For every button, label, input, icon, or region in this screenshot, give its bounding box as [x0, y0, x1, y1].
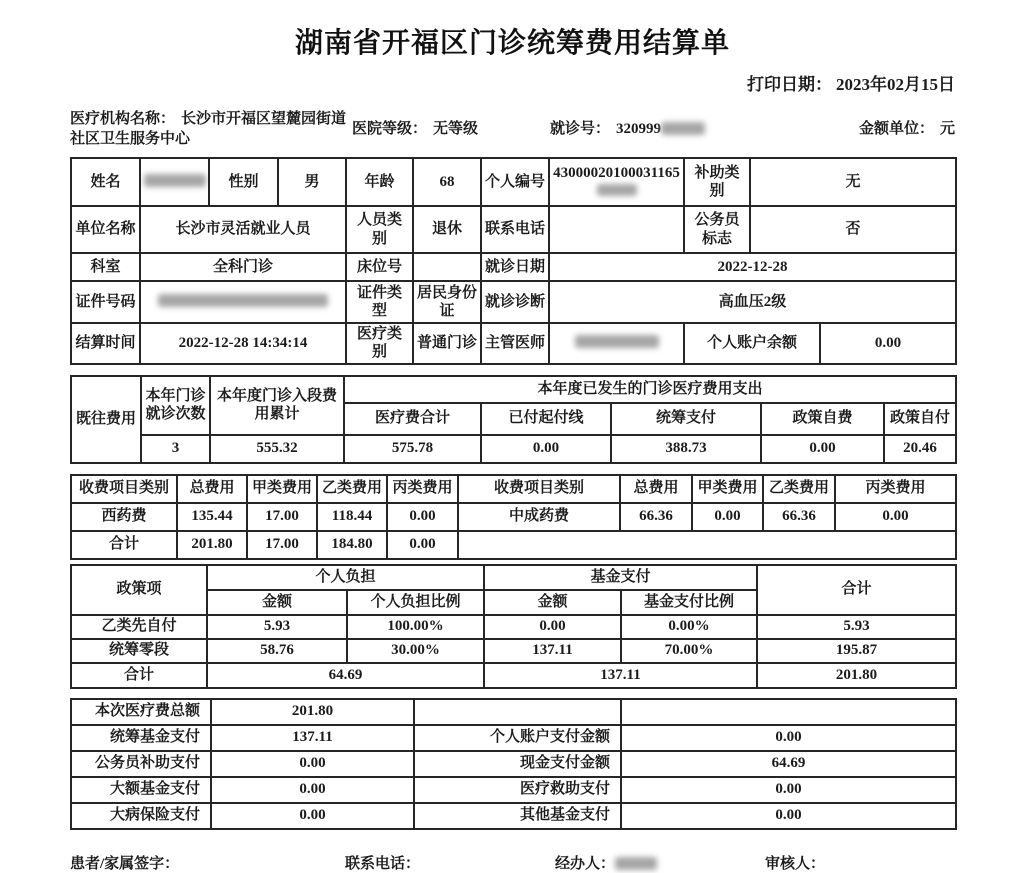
history-spend-header: 本年度已发生的门诊医疗费用支出	[344, 376, 956, 403]
table-row	[71, 615, 956, 639]
personal-id-redacted	[597, 184, 637, 196]
summary-label: 其他基金支付	[414, 803, 621, 829]
table-row	[71, 751, 956, 777]
table-row	[71, 639, 956, 663]
history-col-header: 统筹支付	[611, 403, 761, 435]
visit-no-label: 就诊号：	[550, 121, 611, 137]
policy-cell: 137.11	[484, 639, 621, 663]
charges-total-cell: 184.80	[317, 531, 387, 559]
employer-value: 长沙市灵活就业人员	[140, 206, 346, 253]
phone-value	[549, 206, 684, 253]
visit-no-redacted	[661, 122, 705, 135]
page-title: 湖南省开福区门诊统筹费用结算单	[294, 28, 730, 59]
summary-value: 64.69	[621, 751, 956, 777]
summary-value: 0.00	[621, 725, 956, 751]
hospital-level-field	[352, 119, 550, 139]
medical-type-label: 医疗类别	[346, 323, 413, 364]
charges-cell: 66.36	[620, 503, 692, 531]
charges-header: 甲类费用	[692, 475, 763, 503]
policy-cell: 5.93	[757, 615, 956, 639]
policy-total-value: 201.80	[757, 663, 956, 688]
name-value	[140, 158, 209, 206]
operator-label: 经办人：	[555, 855, 616, 872]
history-value: 0.00	[481, 435, 611, 463]
personal-id-number: 43000020100031165	[553, 164, 680, 181]
policy-cell: 70.00%	[621, 639, 757, 663]
patient-sign-field: 患者/家属签字：	[70, 855, 180, 872]
institution-field	[70, 109, 352, 149]
table-row	[71, 475, 956, 503]
dept-value: 全科门诊	[140, 253, 346, 281]
policy-cell: 5.93	[207, 615, 347, 639]
history-value: 575.78	[344, 435, 481, 463]
cert-type-value: 居民身份证	[413, 281, 481, 323]
amount-unit-label: 金额单位：	[858, 121, 934, 137]
table-row	[71, 803, 956, 829]
charges-header: 总费用	[177, 475, 247, 503]
operator-field	[555, 852, 765, 873]
table-row	[71, 725, 956, 751]
hospital-level-value: 无等级	[433, 121, 479, 137]
person-type-label: 人员类别	[346, 206, 413, 253]
table-row	[71, 253, 956, 281]
history-expense-table	[70, 375, 957, 464]
policy-cell: 30.00%	[347, 639, 484, 663]
person-type-value: 退休	[413, 206, 481, 253]
doctor-redacted	[575, 335, 659, 348]
charges-cell: 西药费	[71, 503, 177, 531]
summary-table	[70, 698, 957, 830]
policy-sub-header: 基金支付比例	[621, 590, 757, 615]
age-label: 年龄	[346, 158, 413, 206]
policy-sub-header: 金额	[207, 590, 347, 615]
table-row	[71, 281, 956, 323]
medical-type-value: 普通门诊	[413, 323, 481, 364]
diagnosis-value: 高血压2级	[549, 281, 956, 323]
balance-label: 个人账户余额	[684, 323, 820, 364]
age-value: 68	[413, 158, 481, 206]
charges-cell: 118.44	[317, 503, 387, 531]
summary-value: 0.00	[211, 777, 414, 803]
charges-header: 收费项目类别	[71, 475, 177, 503]
amount-unit-field	[859, 119, 955, 139]
print-date-line	[70, 70, 955, 95]
policy-total-fund: 137.11	[484, 663, 757, 688]
summary-label: 个人账户支付金额	[414, 725, 621, 751]
history-visits-header: 本年门诊就诊次数	[141, 376, 210, 435]
table-row	[71, 376, 956, 403]
history-col-header: 政策自付	[884, 403, 956, 435]
bed-label: 床位号	[346, 253, 413, 281]
visit-no-field	[550, 119, 785, 139]
policy-cell: 0.00	[484, 615, 621, 639]
history-value: 20.46	[884, 435, 956, 463]
table-row	[71, 531, 956, 559]
policy-cell: 195.87	[757, 639, 956, 663]
charges-cell: 0.00	[835, 503, 956, 531]
charges-header: 乙类费用	[763, 475, 835, 503]
history-value: 388.73	[611, 435, 761, 463]
hospital-level-label: 医院等级：	[352, 121, 428, 137]
history-accum-header: 本年度门诊入段费用累计	[210, 376, 344, 435]
signature-footer	[70, 852, 955, 873]
table-row	[71, 777, 956, 803]
table-row	[71, 503, 956, 531]
policy-total-label: 合计	[71, 663, 207, 688]
charges-total-cell: 17.00	[247, 531, 317, 559]
table-row	[71, 565, 956, 590]
charges-header: 甲类费用	[247, 475, 317, 503]
charges-table	[70, 474, 957, 560]
table-row	[71, 206, 956, 253]
civil-servant-value: 否	[750, 206, 956, 253]
print-date-label: 打印日期：	[747, 75, 832, 94]
charges-cell: 66.36	[763, 503, 835, 531]
name-redacted	[144, 174, 206, 187]
table-row	[71, 323, 956, 364]
summary-value: 0.00	[621, 803, 956, 829]
history-col-header: 已付起付线	[481, 403, 611, 435]
amount-unit-value: 元	[939, 121, 955, 137]
dept-label: 科室	[71, 253, 140, 281]
policy-cell: 0.00%	[621, 615, 757, 639]
policy-fund-header: 基金支付	[484, 565, 757, 590]
summary-value: 0.00	[621, 777, 956, 803]
policy-table	[70, 564, 957, 689]
balance-value: 0.00	[820, 323, 956, 364]
summary-label: 大额基金支付	[71, 777, 211, 803]
charges-total-right-empty	[458, 531, 956, 559]
settle-time-value: 2022-12-28 14:34:14	[140, 323, 346, 364]
summary-label: 统筹基金支付	[71, 725, 211, 751]
summary-value: 0.00	[211, 751, 414, 777]
charges-cell: 中成药费	[458, 503, 620, 531]
bed-value	[413, 253, 481, 281]
summary-value: 0.00	[211, 803, 414, 829]
cert-no-redacted	[158, 294, 328, 307]
history-accum-value: 555.32	[210, 435, 344, 463]
doctor-value	[549, 323, 684, 364]
table-row	[71, 435, 956, 463]
visit-date-label: 就诊日期	[481, 253, 549, 281]
employer-label: 单位名称	[71, 206, 140, 253]
table-row	[71, 158, 956, 206]
table-row	[71, 663, 956, 688]
charges-total-cell: 0.00	[387, 531, 458, 559]
charges-cell: 17.00	[247, 503, 317, 531]
charges-header: 丙类费用	[835, 475, 956, 503]
charges-total-label: 合计	[71, 531, 177, 559]
name-label: 姓名	[71, 158, 140, 206]
history-visits-value: 3	[141, 435, 210, 463]
doctor-label: 主管医师	[481, 323, 549, 364]
policy-item-header: 政策项	[71, 565, 207, 615]
history-row-label: 既往费用	[71, 376, 141, 463]
cert-no-value	[140, 281, 346, 323]
charges-header: 收费项目类别	[458, 475, 620, 503]
summary-label: 现金支付金额	[414, 751, 621, 777]
charges-cell: 135.44	[177, 503, 247, 531]
policy-total-header: 合计	[757, 565, 956, 615]
civil-servant-label: 公务员标志	[684, 206, 750, 253]
subsidy-label: 补助类别	[684, 158, 750, 206]
institution-name: 长沙市开福区望麓园街道社区卫生服务中心	[70, 111, 347, 147]
personal-id-label: 个人编号	[481, 158, 549, 206]
cert-type-label: 证件类型	[346, 281, 413, 323]
institution-info-row	[70, 109, 955, 149]
operator-redacted	[615, 857, 657, 870]
visit-date-value: 2022-12-28	[549, 253, 956, 281]
charges-cell: 0.00	[387, 503, 458, 531]
history-value: 0.00	[761, 435, 884, 463]
cert-no-label: 证件号码	[71, 281, 140, 323]
history-col-header: 政策自费	[761, 403, 884, 435]
summary-value: 137.11	[211, 725, 414, 751]
policy-personal-header: 个人负担	[207, 565, 484, 590]
patient-info-table	[70, 157, 957, 365]
summary-label: 本次医疗费总额	[71, 699, 211, 725]
diagnosis-label: 就诊诊断	[481, 281, 549, 323]
history-col-header: 医疗费合计	[344, 403, 481, 435]
institution-label: 医疗机构名称：	[70, 111, 176, 127]
summary-value	[621, 699, 956, 725]
gender-value: 男	[278, 158, 346, 206]
table-row	[71, 699, 956, 725]
settle-time-label: 结算时间	[71, 323, 140, 364]
charges-header: 乙类费用	[317, 475, 387, 503]
summary-label: 公务员补助支付	[71, 751, 211, 777]
gender-label: 性别	[209, 158, 278, 206]
policy-cell: 58.76	[207, 639, 347, 663]
visit-no-value: 320999	[616, 121, 662, 137]
summary-label: 医疗救助支付	[414, 777, 621, 803]
charges-header: 总费用	[620, 475, 692, 503]
policy-cell: 100.00%	[347, 615, 484, 639]
charges-total-cell: 201.80	[177, 531, 247, 559]
policy-total-personal: 64.69	[207, 663, 484, 688]
auditor-field: 审核人：	[765, 855, 826, 872]
print-date-value: 2023年02月15日	[836, 75, 955, 94]
policy-cell: 乙类先自付	[71, 615, 207, 639]
subsidy-value: 无	[750, 158, 956, 206]
charges-header: 丙类费用	[387, 475, 458, 503]
charges-cell: 0.00	[692, 503, 763, 531]
policy-sub-header: 金额	[484, 590, 621, 615]
policy-sub-header: 个人负担比例	[347, 590, 484, 615]
summary-label: 大病保险支付	[71, 803, 211, 829]
policy-cell: 统筹零段	[71, 639, 207, 663]
contact-phone-field: 联系电话：	[345, 855, 421, 872]
summary-label	[414, 699, 621, 725]
phone-label: 联系电话	[481, 206, 549, 253]
summary-value: 201.80	[211, 699, 414, 725]
personal-id-value	[549, 158, 684, 206]
